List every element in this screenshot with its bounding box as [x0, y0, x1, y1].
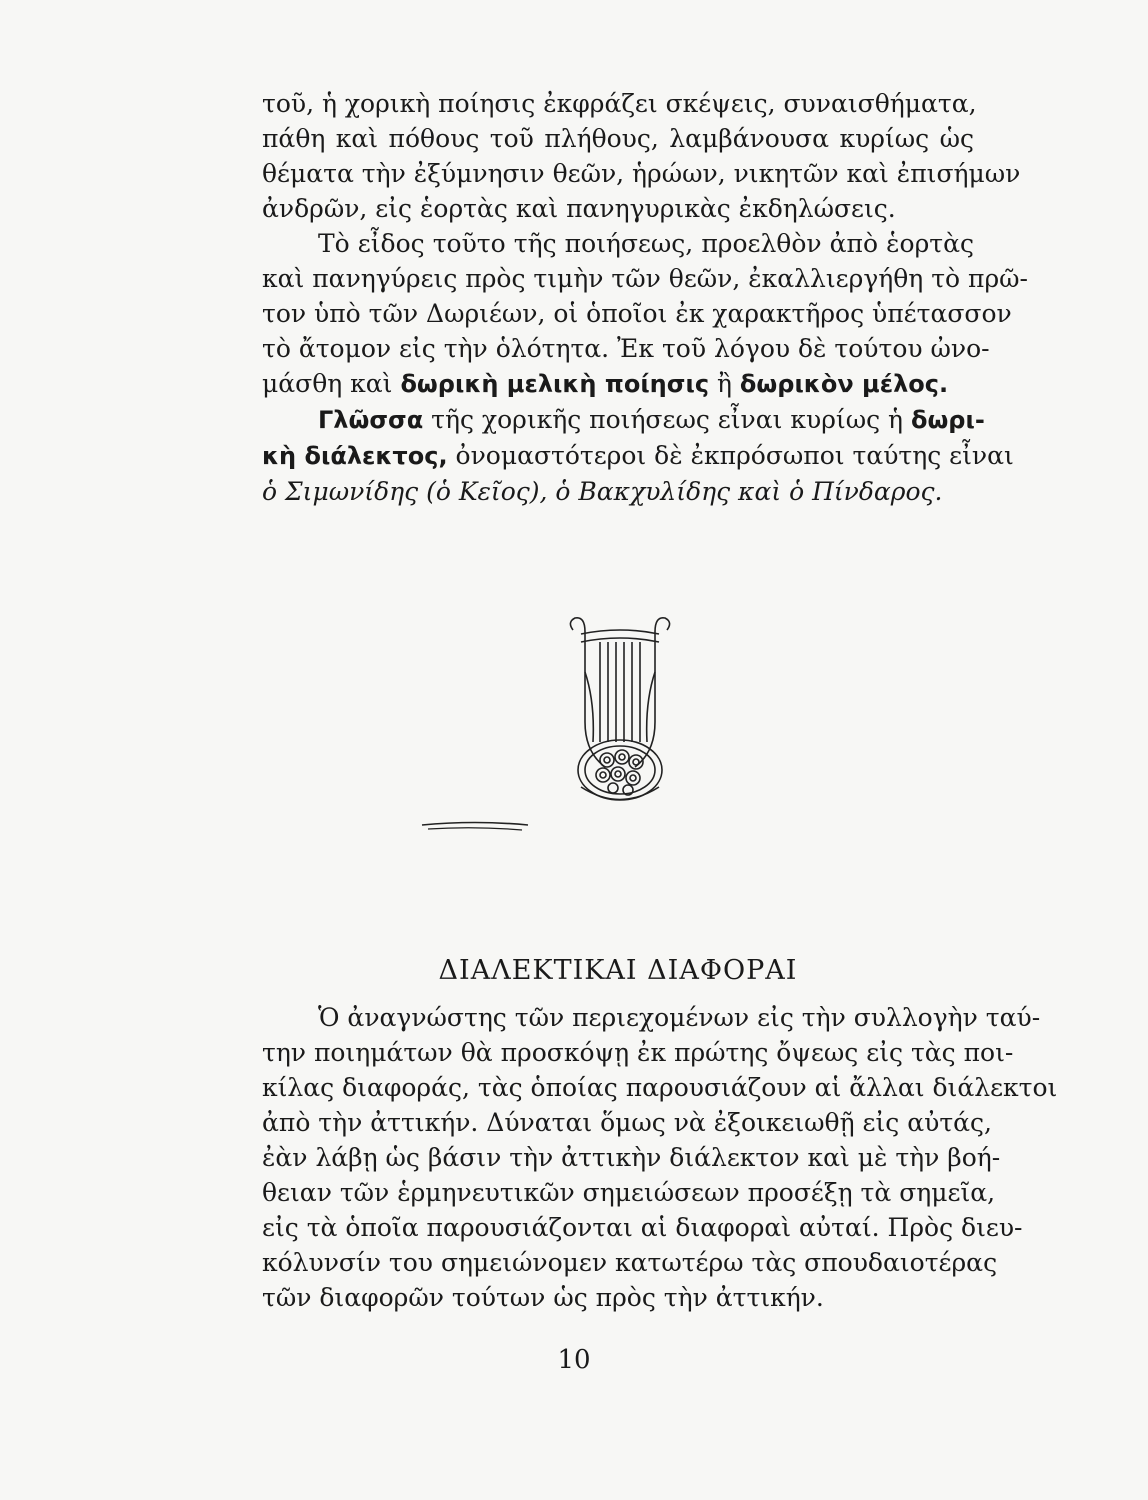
p2-line-2: καὶ πανηγύρεις πρὸς τιμὴν τῶν θεῶν, ἐκαλλιεργήθη τὸ πρῶ- [262, 264, 1029, 293]
p4-line-9: τῶν διαφορῶν τούτων ὡς πρὸς τὴν ἀττικήν. [262, 1283, 824, 1312]
p3-line-3: ὁ Σιμωνίδης (ὁ Κεῖος), ὁ Βακχυλίδης καὶ ὁ Πίνδαρος. [262, 477, 943, 506]
p1-line-4: ἀνδρῶν, εἰς ἑορτὰς καὶ πανηγυρικὰς ἐκδηλώσεις. [262, 194, 896, 223]
section-heading: ΔΙΑΛΕΚΤΙΚΑΙ ΔΙΑΦΟΡΑΙ [438, 955, 798, 986]
p4-line-6: θειαν τῶν ἑρμηνευτικῶν σημειώσεων προσέξῃ τὰ σημεῖα, [262, 1178, 996, 1207]
p2-line-1: Τὸ εἶδος τοῦτο τῆς ποιήσεως, προελθὸν ἀπὸ ἑορτὰς [318, 229, 974, 258]
p4-line-2: την ποιημάτων θὰ προσκόψῃ ἐκ πρώτης ὄψεως εἰς τὰς ποι- [262, 1038, 1014, 1067]
p2-line-3: τον ὑπὸ τῶν Δωριέων, οἱ ὁποῖοι ἐκ χαρακτῆρος ὑπέτασσον [262, 299, 1012, 328]
lower-text [262, 1000, 1058, 1315]
ornament-rule [420, 820, 530, 834]
lyre-icon [545, 612, 695, 812]
p2-line-5-pre: μάσθη καὶ [262, 369, 401, 398]
page-number: 10 [557, 1345, 591, 1375]
p4-line-8: κόλυνσίν του σημειώνομεν κατωτέρω τὰς σπουδαιοτέρας [262, 1248, 998, 1277]
term-glossa: Γλῶσσα [318, 406, 424, 434]
upper-text [262, 86, 1029, 509]
term-doric-2: κὴ διάλεκτος, [262, 442, 448, 470]
p4-line-7: εἰς τὰ ὁποῖα παρουσιάζονται αἱ διαφοραὶ αὐταί. Πρὸς διευ- [262, 1213, 1023, 1242]
p3-line-2-rest: ὀνομαστότεροι δὲ ἐκπρόσωποι ταύτης εἶναι [447, 441, 1014, 470]
p4-line-3: κίλας διαφοράς, τὰς ὁποίας παρουσιάζουν αἱ ἄλλαι διάλεκτοι [262, 1073, 1058, 1102]
p2-line-5 [262, 366, 974, 402]
term-doric-lyric: δωρικὴ μελικὴ ποίησις [400, 370, 710, 398]
p3-line-1-rest: τῆς χορικῆς ποιήσεως εἶναι κυρίως ἡ [423, 405, 911, 434]
p1-line-3: θέματα τὴν ἐξύμνησιν θεῶν, ἡρώων, νικητῶν καὶ ἐπισήμων [262, 159, 1021, 188]
p4-line-1: Ὁ ἀναγνώστης τῶν περιεχομένων εἰς τὴν συλλογὴν ταύ- [318, 1003, 1041, 1032]
p4-line-5: ἐὰν λάβῃ ὡς βάσιν τὴν ἀττικὴν διάλεκτον καὶ μὲ τὴν βοή- [262, 1143, 1001, 1172]
term-doric-1: δωρι- [910, 406, 985, 434]
term-doric-melos: δωρικὸν μέλος. [739, 370, 949, 398]
p1-line-2: πάθη καὶ πόθους τοῦ πλήθους, λαμβάνουσα κυρίως ὡς [262, 124, 974, 153]
p3-line-1 [262, 402, 985, 438]
p3-line-2 [262, 438, 1014, 474]
p2-line-4: τὸ ἄτομον εἰς τὴν ὁλότητα. Ἐκ τοῦ λόγου δὲ τούτου ὠνο- [262, 334, 990, 363]
p1-line-1: τοῦ, ἡ χορικὴ ποίησις ἐκφράζει σκέψεις, συναισθήματα, [262, 89, 977, 118]
p2-line-5-mid: ἢ [709, 369, 740, 398]
p4-line-4: ἀπὸ τὴν ἀττικήν. Δύναται ὅμως νὰ ἐξοικειωθῇ εἰς αὐτάς, [262, 1108, 992, 1137]
